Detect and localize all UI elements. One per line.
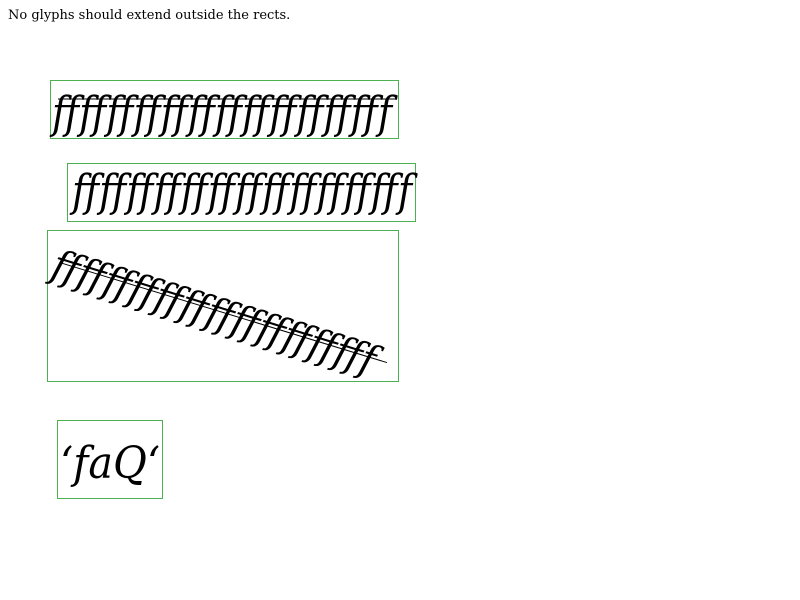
glyph-row-1: fffffffffffffffffffffffff bbox=[49, 88, 398, 139]
glyph-row-3: fffffffffffffffffffffffff bbox=[46, 241, 400, 390]
instruction-caption: No glyphs should extend outside the rects. bbox=[8, 8, 291, 23]
glyph-row-2: fffffffffffffffffffffffff bbox=[69, 166, 418, 217]
glyph-row-4: ‘faQ‘ bbox=[60, 438, 160, 489]
